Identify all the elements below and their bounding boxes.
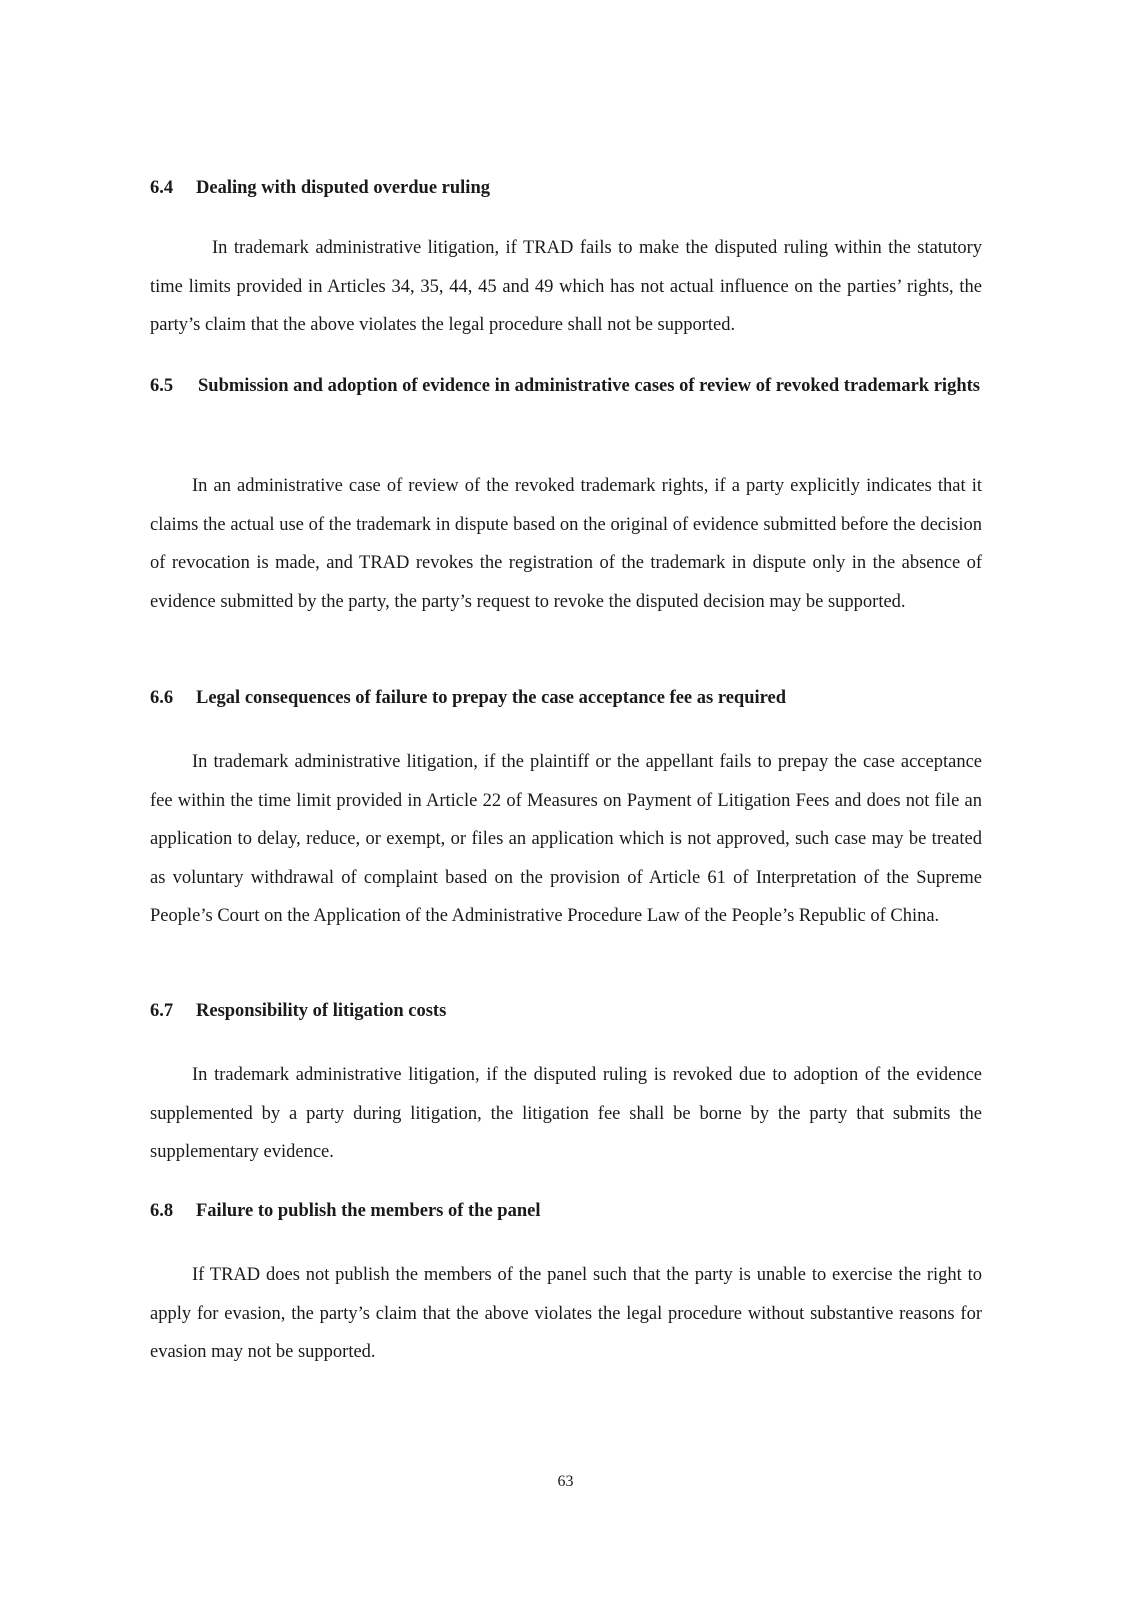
section-number: 6.5 [150, 376, 174, 396]
section-title: Failure to publish the members of the panel [196, 1201, 541, 1221]
section-number: 6.4 [150, 178, 174, 198]
section-heading-6-8 [150, 1192, 982, 1230]
section-title: Legal consequences of failure to prepay the case acceptance fee as required [196, 688, 787, 708]
section-heading-6-7 [150, 992, 982, 1030]
section-body-6-8: If TRAD does not publish the members of the panel such that the party is unable to exercise the right to apply for evasion, the party’s claim that the above violates the legal procedure without substantive reasons for evasion may not be supported. [150, 1265, 982, 1362]
section-title: Submission and adoption of evidence in administrative cases of review of revoked trademark rights [198, 376, 980, 396]
section-title: Responsibility of litigation costs [196, 1001, 447, 1021]
section-number: 6.8 [150, 1201, 174, 1221]
section-heading-6-5 [150, 367, 982, 405]
section-heading-6-6 [150, 679, 982, 717]
section-body-6-6: In trademark administrative litigation, if the plaintiff or the appellant fails to prepay the case acceptance fee within the time limit provided in Article 22 of Measures on Payment of Litigation Fees and does not file an application to delay, reduce, or exempt, or files an application which is not approved, such case may be treated as voluntary withdrawal of complaint based on the provision of Article 61 of Interpretation of the Supreme People’s Court on the Application of the Administrative Procedure Law of the People’s Republic of China. [150, 752, 982, 926]
page-number: 63 [557, 1473, 574, 1490]
section-number: 6.7 [150, 1001, 174, 1021]
section-body-6-5: In an administrative case of review of the revoked trademark rights, if a party explicitly indicates that it claims the actual use of the trademark in dispute based on the original of evidence submitted before the decision of revocation is made, and TRAD revokes the registration of the trademark in dispute only in the absence of evidence submitted by the party, the party’s request to revoke the disputed decision may be supported. [150, 476, 982, 612]
section-number: 6.6 [150, 688, 174, 708]
section-body-6-4: In trademark administrative litigation, if TRAD fails to make the disputed ruling within the statutory time limits provided in Articles 34, 35, 44, 45 and 49 which has not actual influence on the parties’ rights, the party’s claim that the above violates the legal procedure shall not be supported. [150, 238, 982, 335]
section-body-6-7: In trademark administrative litigation, if the disputed ruling is revoked due to adoption of the evidence supplemented by a party during litigation, the litigation fee shall be borne by the party that submits the supplementary evidence. [150, 1065, 982, 1162]
section-title: Dealing with disputed overdue ruling [196, 178, 490, 198]
section-heading-6-4 [150, 169, 982, 207]
